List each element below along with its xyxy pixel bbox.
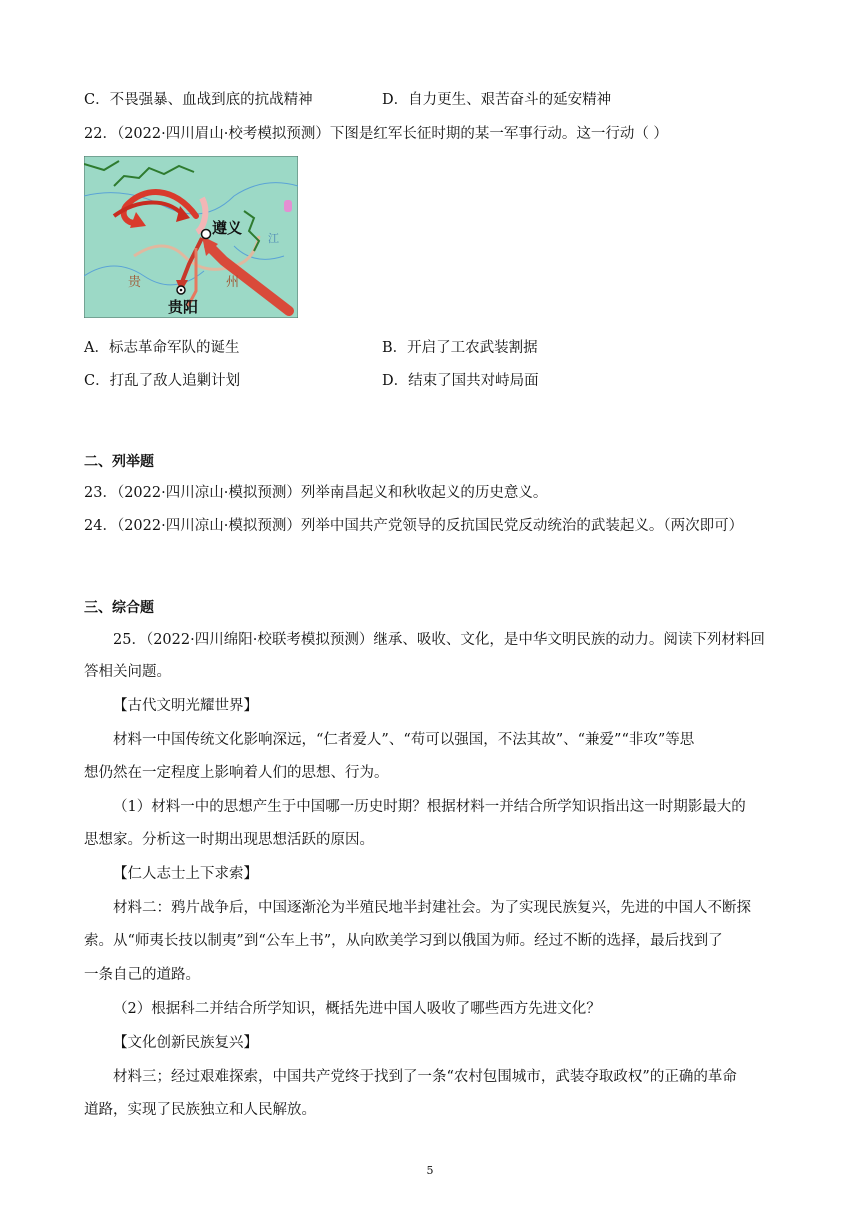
page-number: 5 [426, 1164, 434, 1177]
question-24: 24．（2022·四川凉山·模拟预测）列举中国共产党领导的反抗国民党反动统治的武装起义。（两次即可） [84, 518, 744, 534]
material-3-line2: 道路，实现了民族独立和人民解放。 [84, 1102, 316, 1118]
question-23: 23．（2022·四川凉山·模拟预测）列举南昌起义和秋收起义的历史意义。 [84, 485, 548, 501]
q22-option-c: C．打乱了敌人追剿计划 [84, 373, 241, 389]
question-22-stem: 22．（2022·四川眉山·校考模拟预测）下图是红军长征时期的某一军事行动。这一行动（ ） [84, 126, 668, 142]
q22-option-a: A．标志革命军队的诞生 [84, 340, 240, 356]
material-2-line3: 一条自己的道路。 [84, 967, 200, 983]
q22-option-b: B．开启了工农武装割据 [382, 340, 538, 356]
question-25-line2: 答相关问题。 [84, 664, 171, 680]
long-march-map [84, 156, 298, 318]
subheading-ancient-civilization: 【古代文明光耀世界】 [113, 698, 258, 714]
material-1-line2: 想仍然在一定程度上影响着人们的思想、行为。 [84, 765, 389, 781]
label-gui: 贵 [128, 275, 142, 290]
option-c: C．不畏强暴、血战到底的抗战精神 [84, 92, 313, 108]
subheading-pioneers: 【仁人志士上下求索】 [113, 866, 258, 882]
material-1-line1: 材料一中国传统文化影响深远，“仁者爱人”、“苟可以强国，不法其故”、“兼爱”“非攻”等思 [113, 732, 695, 748]
material-2-line1: 材料二：鸦片战争后，中国逐渐沦为半殖民地半封建社会。为了实现民族复兴，先进的中国人不断探 [113, 900, 751, 916]
label-zunyi: 遵义 [212, 219, 243, 237]
subquestion-1-line1: （1）材料一中的思想产生于中国哪一历史时期？根据材料一并结合所学知识指出这一时期影最大的 [113, 799, 746, 815]
subheading-cultural-innovation: 【文化创新民族复兴】 [113, 1035, 258, 1051]
zunyi-marker [202, 230, 211, 239]
subquestion-2: （2）根据科二并结合所学知识，概括先进中国人吸收了哪些西方先进文化？ [113, 1001, 601, 1017]
subquestion-1-line2: 思想家。分析这一时期出现思想活跃的原因。 [84, 832, 374, 848]
label-guiyang: 贵阳 [168, 298, 199, 316]
question-25-line1: 25．（2022·四川绵阳·校联考模拟预测）继承、吸收、文化，是中华文明民族的动力。阅读下列材料回 [113, 632, 765, 648]
q22-option-d: D．结束了国共对峙局面 [382, 373, 539, 389]
label-river: 江 [268, 232, 279, 245]
section-3-heading: 三、综合题 [84, 600, 154, 616]
option-d: D．自力更生、艰苦奋斗的延安精神 [382, 92, 612, 108]
material-2-line2: 索。从“师夷长技以制夷”到“公车上书”，从向欧美学习到以俄国为师。经过不断的选择，最后找到了 [84, 933, 723, 949]
label-zhou: 州 [226, 275, 240, 290]
section-2-heading: 二、列举题 [84, 454, 154, 470]
material-3-line1: 材料三；经过艰难探索，中国共产党终于找到了一条“农村包围城市，武装夺取政权”的正确的革命 [113, 1069, 737, 1085]
